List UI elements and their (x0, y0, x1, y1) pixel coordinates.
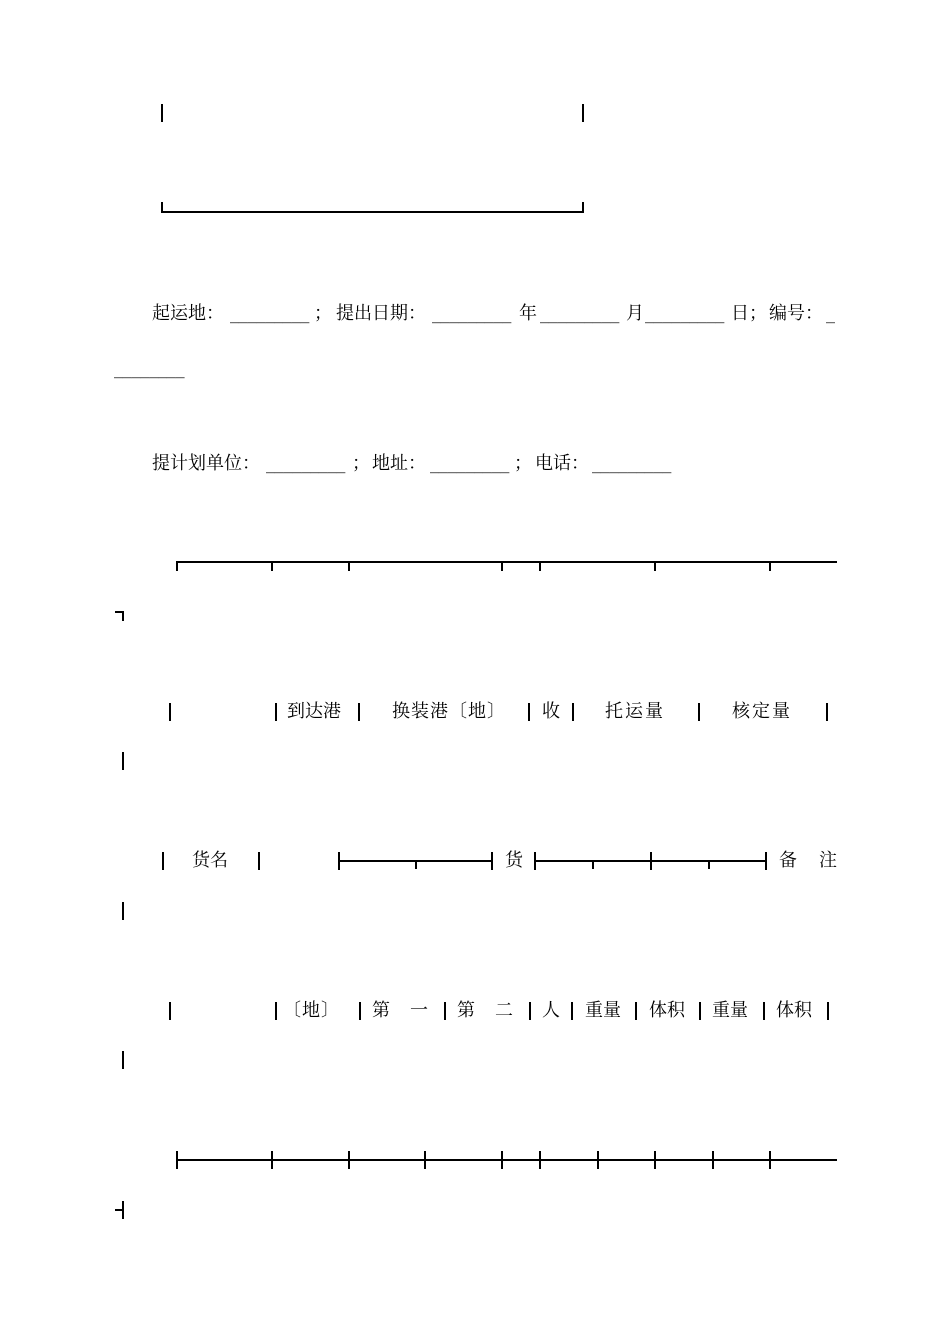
header-weight-1: 重量 (585, 1000, 621, 1021)
number-blank-wrap: ________ (114, 358, 185, 379)
number-blank-tail: _ (826, 303, 835, 324)
day-blank: _________ (645, 303, 725, 324)
separator: ； (514, 453, 532, 474)
phone-label: 电话： (535, 453, 589, 474)
month-label: 月 (626, 303, 644, 324)
header-second: 第 二 (457, 1000, 514, 1021)
year-label: 年 (519, 303, 537, 324)
year-blank: _________ (432, 303, 512, 324)
header-cargo-name: 货名 (192, 850, 228, 871)
separator: ； (314, 303, 332, 324)
separator: ； (352, 453, 370, 474)
header-arrival-port: 到达港 (287, 701, 341, 722)
unit-label: 提计划单位： (152, 453, 260, 474)
address-blank: _________ (430, 453, 510, 474)
header-weight-2: 重量 (712, 1000, 748, 1021)
top-box-right-edge (582, 104, 584, 122)
origin-label: 起运地： (152, 303, 224, 324)
top-box-left-edge (161, 104, 163, 122)
header-transfer-port: 换装港〔地〕 (392, 701, 506, 722)
origin-blank: _________ (230, 303, 310, 324)
header-volume-2: 体积 (776, 1000, 812, 1021)
header-first: 第 一 (372, 1000, 429, 1021)
header-receiver-1: 收 (542, 701, 560, 722)
header-volume-1: 体积 (649, 1000, 685, 1021)
header-arrival-port-sub: 〔地〕 (283, 1000, 340, 1021)
address-label: 地址： (372, 453, 426, 474)
day-label: 日； (731, 303, 767, 324)
number-label: 编号： (769, 303, 823, 324)
header-remarks: 备 注 (779, 850, 839, 871)
unit-blank: _________ (266, 453, 346, 474)
header-receiver-3: 人 (542, 1000, 560, 1021)
phone-blank: _________ (592, 453, 672, 474)
header-consigned-qty: 托运量 (605, 701, 665, 722)
month-blank: _________ (540, 303, 620, 324)
top-box-bottom-edge (161, 211, 584, 213)
header-approved-qty: 核定量 (732, 701, 792, 722)
header-receiver-2: 货 (505, 850, 523, 871)
date-label: 提出日期： (336, 303, 426, 324)
